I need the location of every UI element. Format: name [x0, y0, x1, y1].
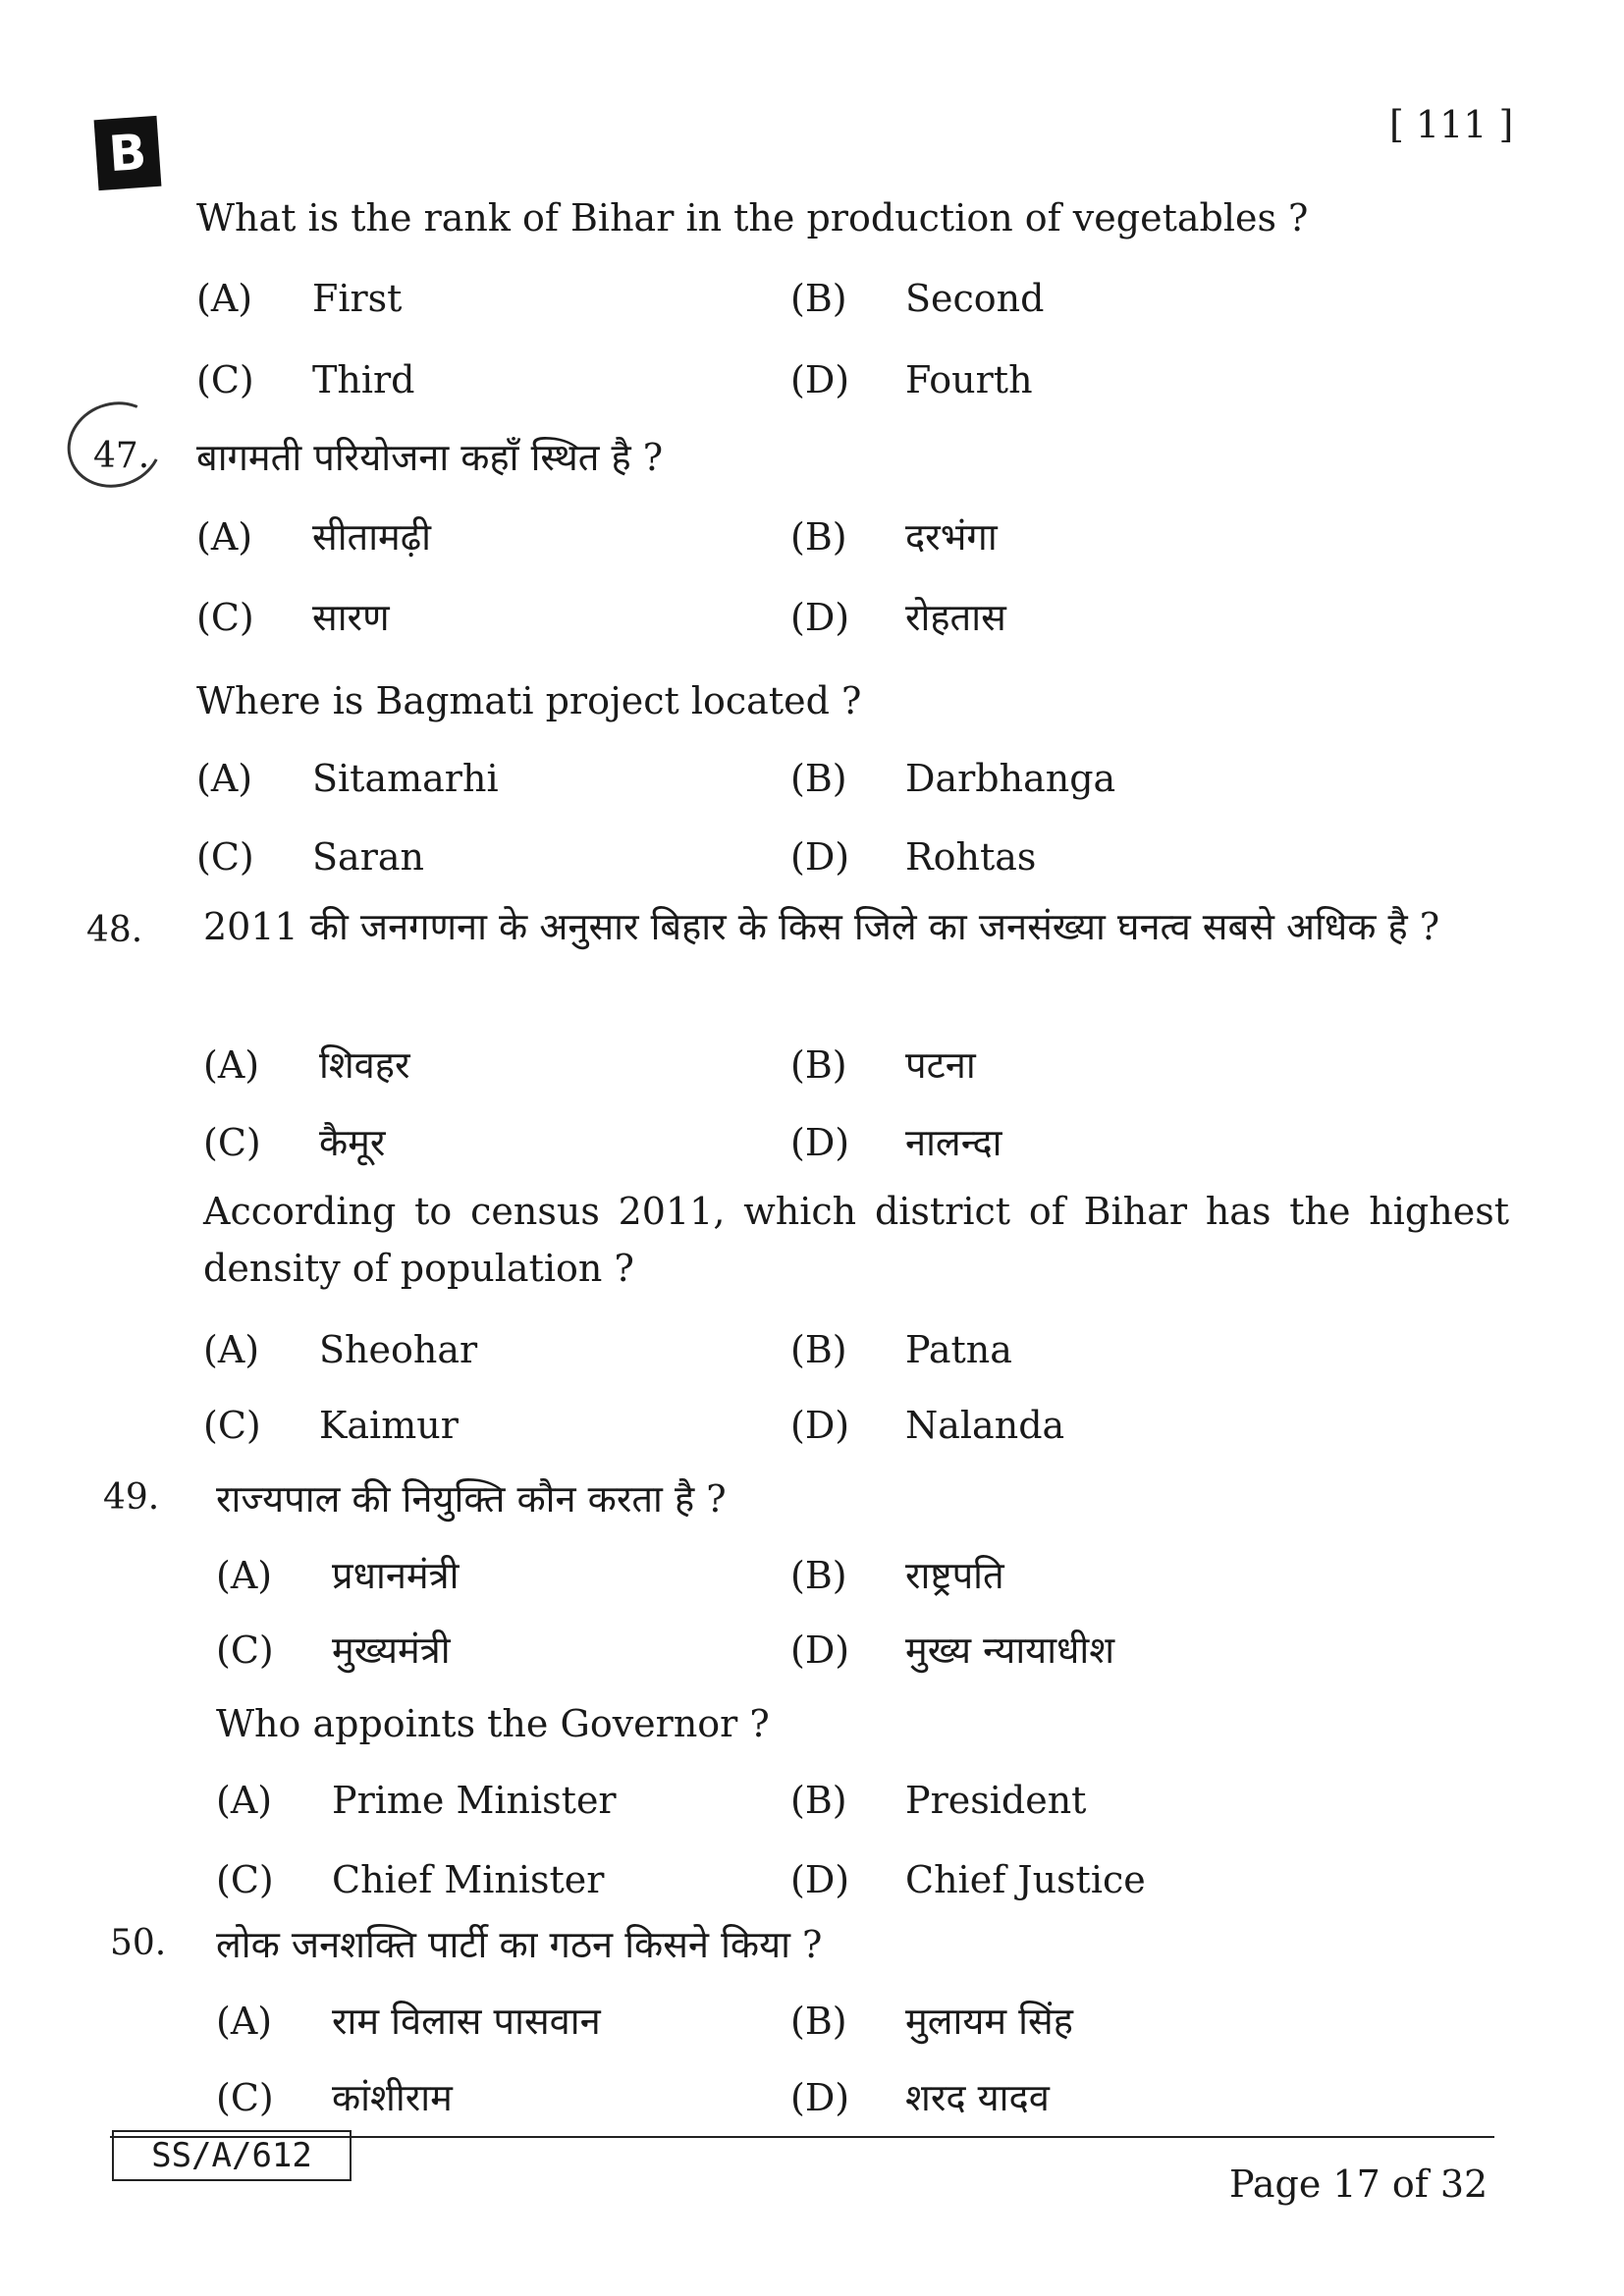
option-text: Patna: [905, 1328, 1012, 1371]
option-label: (B): [790, 757, 847, 800]
option-text: रोहतास: [905, 596, 1006, 639]
option-label: (A): [196, 277, 253, 320]
question-text-english: According to census 2011, which district of Bihar has the highest density of population ?: [203, 1190, 1509, 1290]
option-text: Rohtas: [905, 835, 1037, 879]
option-text: शरद यादव: [905, 2076, 1050, 2119]
option-label: (C): [196, 596, 254, 639]
option-label: (A): [216, 1554, 273, 1597]
option-text: Darbhanga: [905, 757, 1116, 800]
option-text: Sheohar: [319, 1328, 478, 1371]
page-number: Page 17 of 32: [1229, 2163, 1489, 2206]
option-text: सारण: [312, 596, 390, 639]
option-label: (C): [196, 835, 254, 879]
option-text: कांशीराम: [332, 2076, 453, 2119]
option-label: (D): [790, 358, 850, 401]
option-text: मुलायम सिंह: [905, 2000, 1073, 2043]
option-label: (B): [790, 277, 847, 320]
option-label: (D): [790, 1858, 850, 1901]
option-text: First: [312, 277, 403, 320]
option-text: पटना: [905, 1043, 976, 1087]
option-label: (A): [196, 757, 253, 800]
question-text-english: What is the rank of Bihar in the production of vegetables ?: [196, 196, 1309, 240]
question-number: 50.: [110, 1923, 167, 1963]
option-label: (C): [203, 1404, 261, 1447]
option-label: (B): [790, 2000, 847, 2043]
question-text-hindi: 2011 की जनगणना के अनुसार बिहार के किस जिले का जनसंख्या घनत्व सबसे अधिक है ?: [203, 905, 1440, 948]
question-text-english: Who appoints the Governor ?: [216, 1702, 770, 1745]
question-number: 47.: [93, 436, 150, 476]
option-label: (A): [203, 1043, 260, 1087]
question-number: 48.: [86, 910, 143, 950]
option-label: (C): [216, 2076, 274, 2119]
option-label: (C): [196, 358, 254, 401]
option-text: शिवहर: [319, 1043, 410, 1087]
page-code: [ 111 ]: [1389, 103, 1514, 146]
question-number: 49.: [103, 1477, 160, 1518]
option-text: Chief Justice: [905, 1858, 1146, 1901]
option-text: Kaimur: [319, 1404, 459, 1447]
option-text: नालन्दा: [905, 1121, 1002, 1164]
option-text: प्रधानमंत्री: [332, 1554, 460, 1597]
option-text: मुख्य न्यायाधीश: [905, 1629, 1115, 1672]
option-text: राम विलास पासवान: [332, 2000, 601, 2043]
option-label: (B): [790, 1554, 847, 1597]
option-text: कैमूर: [319, 1121, 386, 1164]
option-label: (C): [216, 1629, 274, 1672]
paper-code: SS/A/612: [112, 2130, 352, 2181]
option-label: (C): [203, 1121, 261, 1164]
option-label: (A): [196, 515, 253, 559]
question-text-english: Where is Bagmati project located ?: [196, 679, 862, 722]
set-badge: B: [94, 116, 162, 190]
option-text: Nalanda: [905, 1404, 1065, 1447]
option-label: (C): [216, 1858, 274, 1901]
option-text: Fourth: [905, 358, 1033, 401]
question-text-hindi: राज्यपाल की नियुक्ति कौन करता है ?: [216, 1477, 727, 1521]
option-text: मुख्यमंत्री: [332, 1629, 451, 1672]
option-label: (D): [790, 596, 850, 639]
option-text: Saran: [312, 835, 424, 879]
option-label: (B): [790, 515, 847, 559]
option-text: दरभंगा: [905, 515, 998, 559]
option-label: (D): [790, 1629, 850, 1672]
option-text: President: [905, 1779, 1087, 1822]
option-label: (A): [216, 2000, 273, 2043]
option-label: (D): [790, 1404, 850, 1447]
option-text: Chief Minister: [332, 1858, 605, 1901]
option-label: (D): [790, 2076, 850, 2119]
option-text: Second: [905, 277, 1045, 320]
option-label: (B): [790, 1043, 847, 1087]
option-text: Prime Minister: [332, 1779, 617, 1822]
option-text: Third: [312, 358, 415, 401]
option-text: राष्ट्रपति: [905, 1554, 1004, 1597]
option-label: (B): [790, 1328, 847, 1371]
option-label: (B): [790, 1779, 847, 1822]
question-text-hindi: बागमती परियोजना कहाँ स्थित है ?: [196, 436, 664, 479]
option-text: सीतामढ़ी: [312, 515, 431, 559]
option-label: (A): [216, 1779, 273, 1822]
option-text: Sitamarhi: [312, 757, 499, 800]
option-label: (D): [790, 1121, 850, 1164]
question-text-hindi: लोक जनशक्ति पार्टी का गठन किसने किया ?: [216, 1923, 823, 1966]
option-label: (A): [203, 1328, 260, 1371]
option-label: (D): [790, 835, 850, 879]
